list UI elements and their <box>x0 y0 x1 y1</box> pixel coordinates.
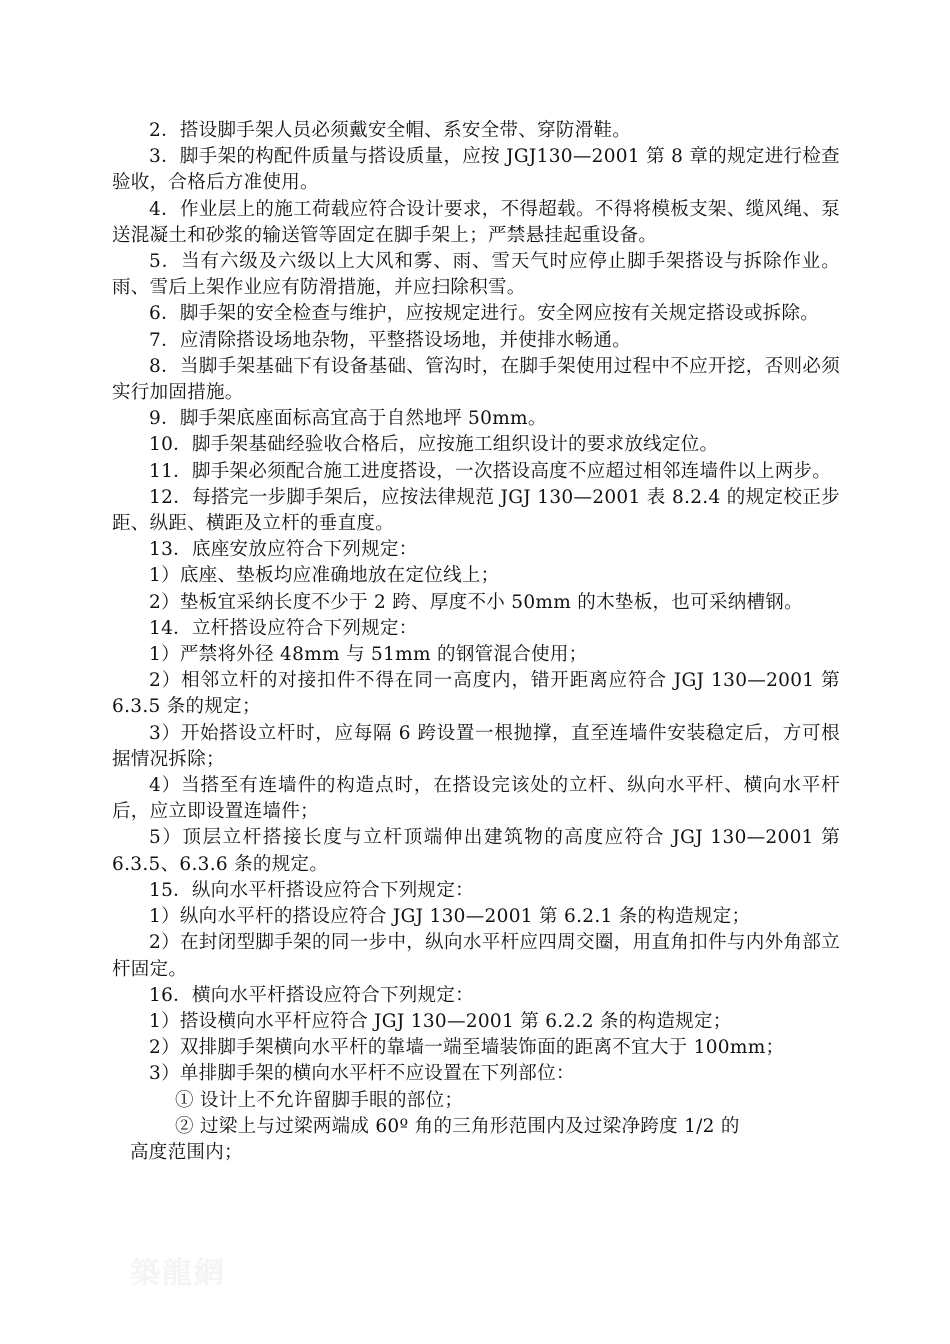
paragraph-13-item-2: 2）垫板宜采纳长度不少于 2 跨、厚度不小 50mm 的木垫板，也可采纳槽钢。 <box>149 591 803 613</box>
paragraph-13-item-1: 1）底座、垫板均应准确地放在定位线上； <box>149 565 500 587</box>
sub-item-1: ① 设计上不允许留脚手眼的部位； <box>175 1089 464 1111</box>
paragraph-9: 9．脚手架底座面标高宜高于自然地坪 50mm。 <box>149 408 547 430</box>
paragraph-16-heading: 16．横向水平杆搭设应符合下列规定： <box>149 984 474 1006</box>
paragraph-16-item-3: 3）单排脚手架的横向水平杆不应设置在下列部位： <box>149 1063 575 1085</box>
paragraph-10: 10．脚手架基础经验收合格后，应按施工组织设计的要求放线定位。 <box>149 434 719 456</box>
paragraph-15-heading: 15．纵向水平杆搭设应符合下列规定： <box>149 879 474 901</box>
paragraph-14-item-5: 5）顶层立杆搭接长度与立杆顶端伸出建筑物的高度应符合 JGJ 130—2001 第 6.3.5、6.3.6 条的规定。 <box>112 827 840 875</box>
paragraph-14-item-3: 3）开始搭设立杆时，应每隔 6 跨设置一根抛撑，直至连墙件安装稳定后，方可根据情况拆除； <box>112 722 840 770</box>
paragraph-2: 2．搭设脚手架人员必须戴安全帽、系安全带、穿防滑鞋。 <box>149 120 632 141</box>
paragraph-12: 12．每搭完一步脚手架后，应按法律规范 JGJ 130—2001 表 8.2.4 的规定校正步距、纵距、横距及立杆的垂直度。 <box>112 486 840 535</box>
document-body <box>112 118 840 1166</box>
paragraph-16-item-2: 2）双排脚手架横向水平杆的靠墙一端至墙装饰面的距离不宜大于 100mm； <box>149 1037 785 1059</box>
paragraph-14-item-1: 1）严禁将外径 48mm 与 51mm 的钢管混合使用； <box>149 644 588 666</box>
paragraph-14-heading: 14．立杆搭设应符合下列规定： <box>149 617 418 639</box>
paragraph-7: 7．应清除搭设场地杂物，平整搭设场地，并使排水畅通。 <box>149 329 632 351</box>
paragraph-15-item-2: 2）在封闭型脚手架的同一步中，纵向水平杆应四周交圈，用直角扣件与内外角部立杆固定。 <box>112 932 840 980</box>
paragraph-16-item-1: 1）搭设横向水平杆应符合 JGJ 130—2001 第 6.2.2 条的构造规定； <box>149 1010 732 1032</box>
paragraph-14-item-2: 2）相邻立杆的对接扣件不得在同一高度内，错开距离应符合 JGJ 130—2001 第 6.3.5 条的规定； <box>112 670 840 718</box>
sub-item-2-continuation: 高度范围内； <box>130 1141 243 1163</box>
paragraph-11: 11．脚手架必须配合施工进度搭设，一次搭设高度不应超过相邻连墙件以上两步。 <box>149 460 832 482</box>
paragraph-8: 8．当脚手架基础下有设备基础、管沟时，在脚手架使用过程中不应开挖，否则必须实行加固措施。 <box>112 355 840 404</box>
paragraph-13-heading: 13．底座安放应符合下列规定： <box>149 539 418 561</box>
sub-item-2: ② 过梁上与过梁两端成 60º 角的三角形范围内及过梁净跨度 1/2 的 <box>175 1115 740 1137</box>
paragraph-15-item-1: 1）纵向水平杆的搭设应符合 JGJ 130—2001 第 6.2.1 条的构造规定； <box>149 906 751 928</box>
paragraph-5: 5．当有六级及六级以上大风和雾、雨、雪天气时应停止脚手架搭设与拆除作业。雨、雪后上架作业应有防滑措施，并应扫除积雪。 <box>112 251 840 299</box>
paragraph-6: 6．脚手架的安全检查与维护，应按规定进行。安全网应按有关规定搭设或拆除。 <box>149 303 820 325</box>
paragraph-4: 4．作业层上的施工荷载应符合设计要求，不得超载。不得将模板支架、缆风绳、泵送混凝土和砂浆的输送管等固定在脚手架上；严禁悬挂起重设备。 <box>112 198 840 246</box>
paragraph-14-item-4: 4）当搭至有连墙件的构造点时，在搭设完该处的立杆、纵向水平杆、横向水平杆后，应立即设置连墙件； <box>112 775 840 823</box>
watermark-logo: 築龍網 <box>130 1256 226 1291</box>
paragraph-3: 3．脚手架的构配件质量与搭设质量，应按 JGJ130—2001 第 8 章的规定进行检查验收，合格后方准使用。 <box>112 146 840 194</box>
